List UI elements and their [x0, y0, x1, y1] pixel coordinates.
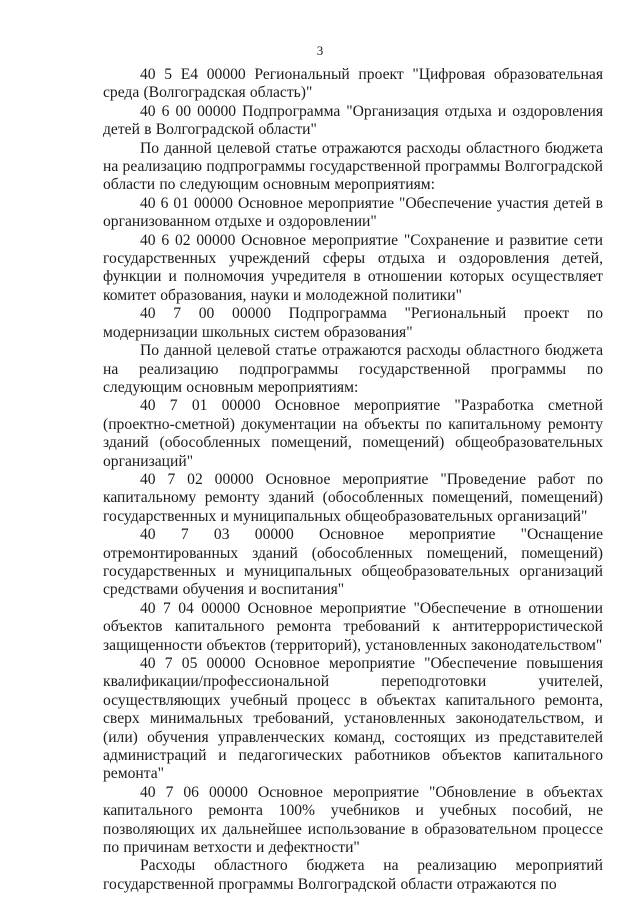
paragraph: 40 6 01 00000 Основное мероприятие "Обеспечение участия детей в организованном отдыхе и оздоровлении" — [103, 194, 603, 231]
paragraph: 40 7 02 00000 Основное мероприятие "Проведение работ по капитальному ремонту зданий (обособленных помещений, помещений) государственных и муниципальных общеобразовательных организаций" — [103, 470, 603, 525]
paragraph: 40 7 03 00000 Основное мероприятие "Оснащение отремонтированных зданий (обособленных помещений, помещений) государственных и муниципальных общеобразовательных организаций средствами обучения и воспитания" — [103, 526, 603, 599]
paragraph: По данной целевой статье отражаются расходы областного бюджета на реализацию подпрограммы государственной программы по следующим основным мероприятиям: — [103, 342, 603, 396]
paragraph: 40 5 E4 00000 Региональный проект "Цифровая образовательная среда (Волгоградская область)" — [103, 66, 603, 102]
paragraph: 40 6 02 00000 Основное мероприятие "Сохранение и развитие сети государственных учреждений сферы отдыха и оздоровления детей, функции и полномочия учредителя в отношении которых осуществляет комитет образования, науки и молодежной политики" — [103, 231, 603, 304]
paragraph: 40 7 05 00000 Основное мероприятие "Обеспечение повышения квалификации/профессиональной переподготовки учителей, осуществляющих учебный процесс в объектах капитального ремонта, сверх минимальных требований, установленных законодательством, и (или) обучения управленческих команд, состоящих из представителей администраций и педагогических работников объектов капитального ремонта" — [103, 655, 603, 783]
paragraph: 40 6 00 00000 Подпрограмма "Организация отдыха и оздоровления детей в Волгоградской области" — [103, 102, 603, 139]
paragraph: 40 7 06 00000 Основное мероприятие "Обновление в объектах капитального ремонта 100% учебников и учебных пособий, не позволяющих их дальнейшее использование в образовательном процессе по причинам ветхости и дефектности" — [103, 783, 603, 857]
document-body — [103, 66, 603, 894]
paragraph: По данной целевой статье отражаются расходы областного бюджета на реализацию подпрограммы государственной программы Волгоградской области по следующим основным мероприятиям: — [103, 139, 603, 194]
paragraph: 40 7 01 00000 Основное мероприятие "Разработка сметной (проектно-сметной) документации на объекты по капитальному ремонту зданий (обособленных помещений, помещений) общеобразовательных организаций" — [103, 397, 603, 470]
paragraph: 40 7 04 00000 Основное мероприятие "Обеспечение в отношении объектов капитального ремонта требований к антитеррористической защищенности объектов (территорий), установленных законодательством" — [103, 599, 603, 654]
page-number: 3 — [316, 43, 324, 58]
paragraph: Расходы областного бюджета на реализацию мероприятий государственной программы Волгоградской области отражаются по — [103, 857, 603, 893]
paragraph: 40 7 00 00000 Подпрограмма "Региональный проект по модернизации школьных систем образования" — [103, 305, 603, 341]
